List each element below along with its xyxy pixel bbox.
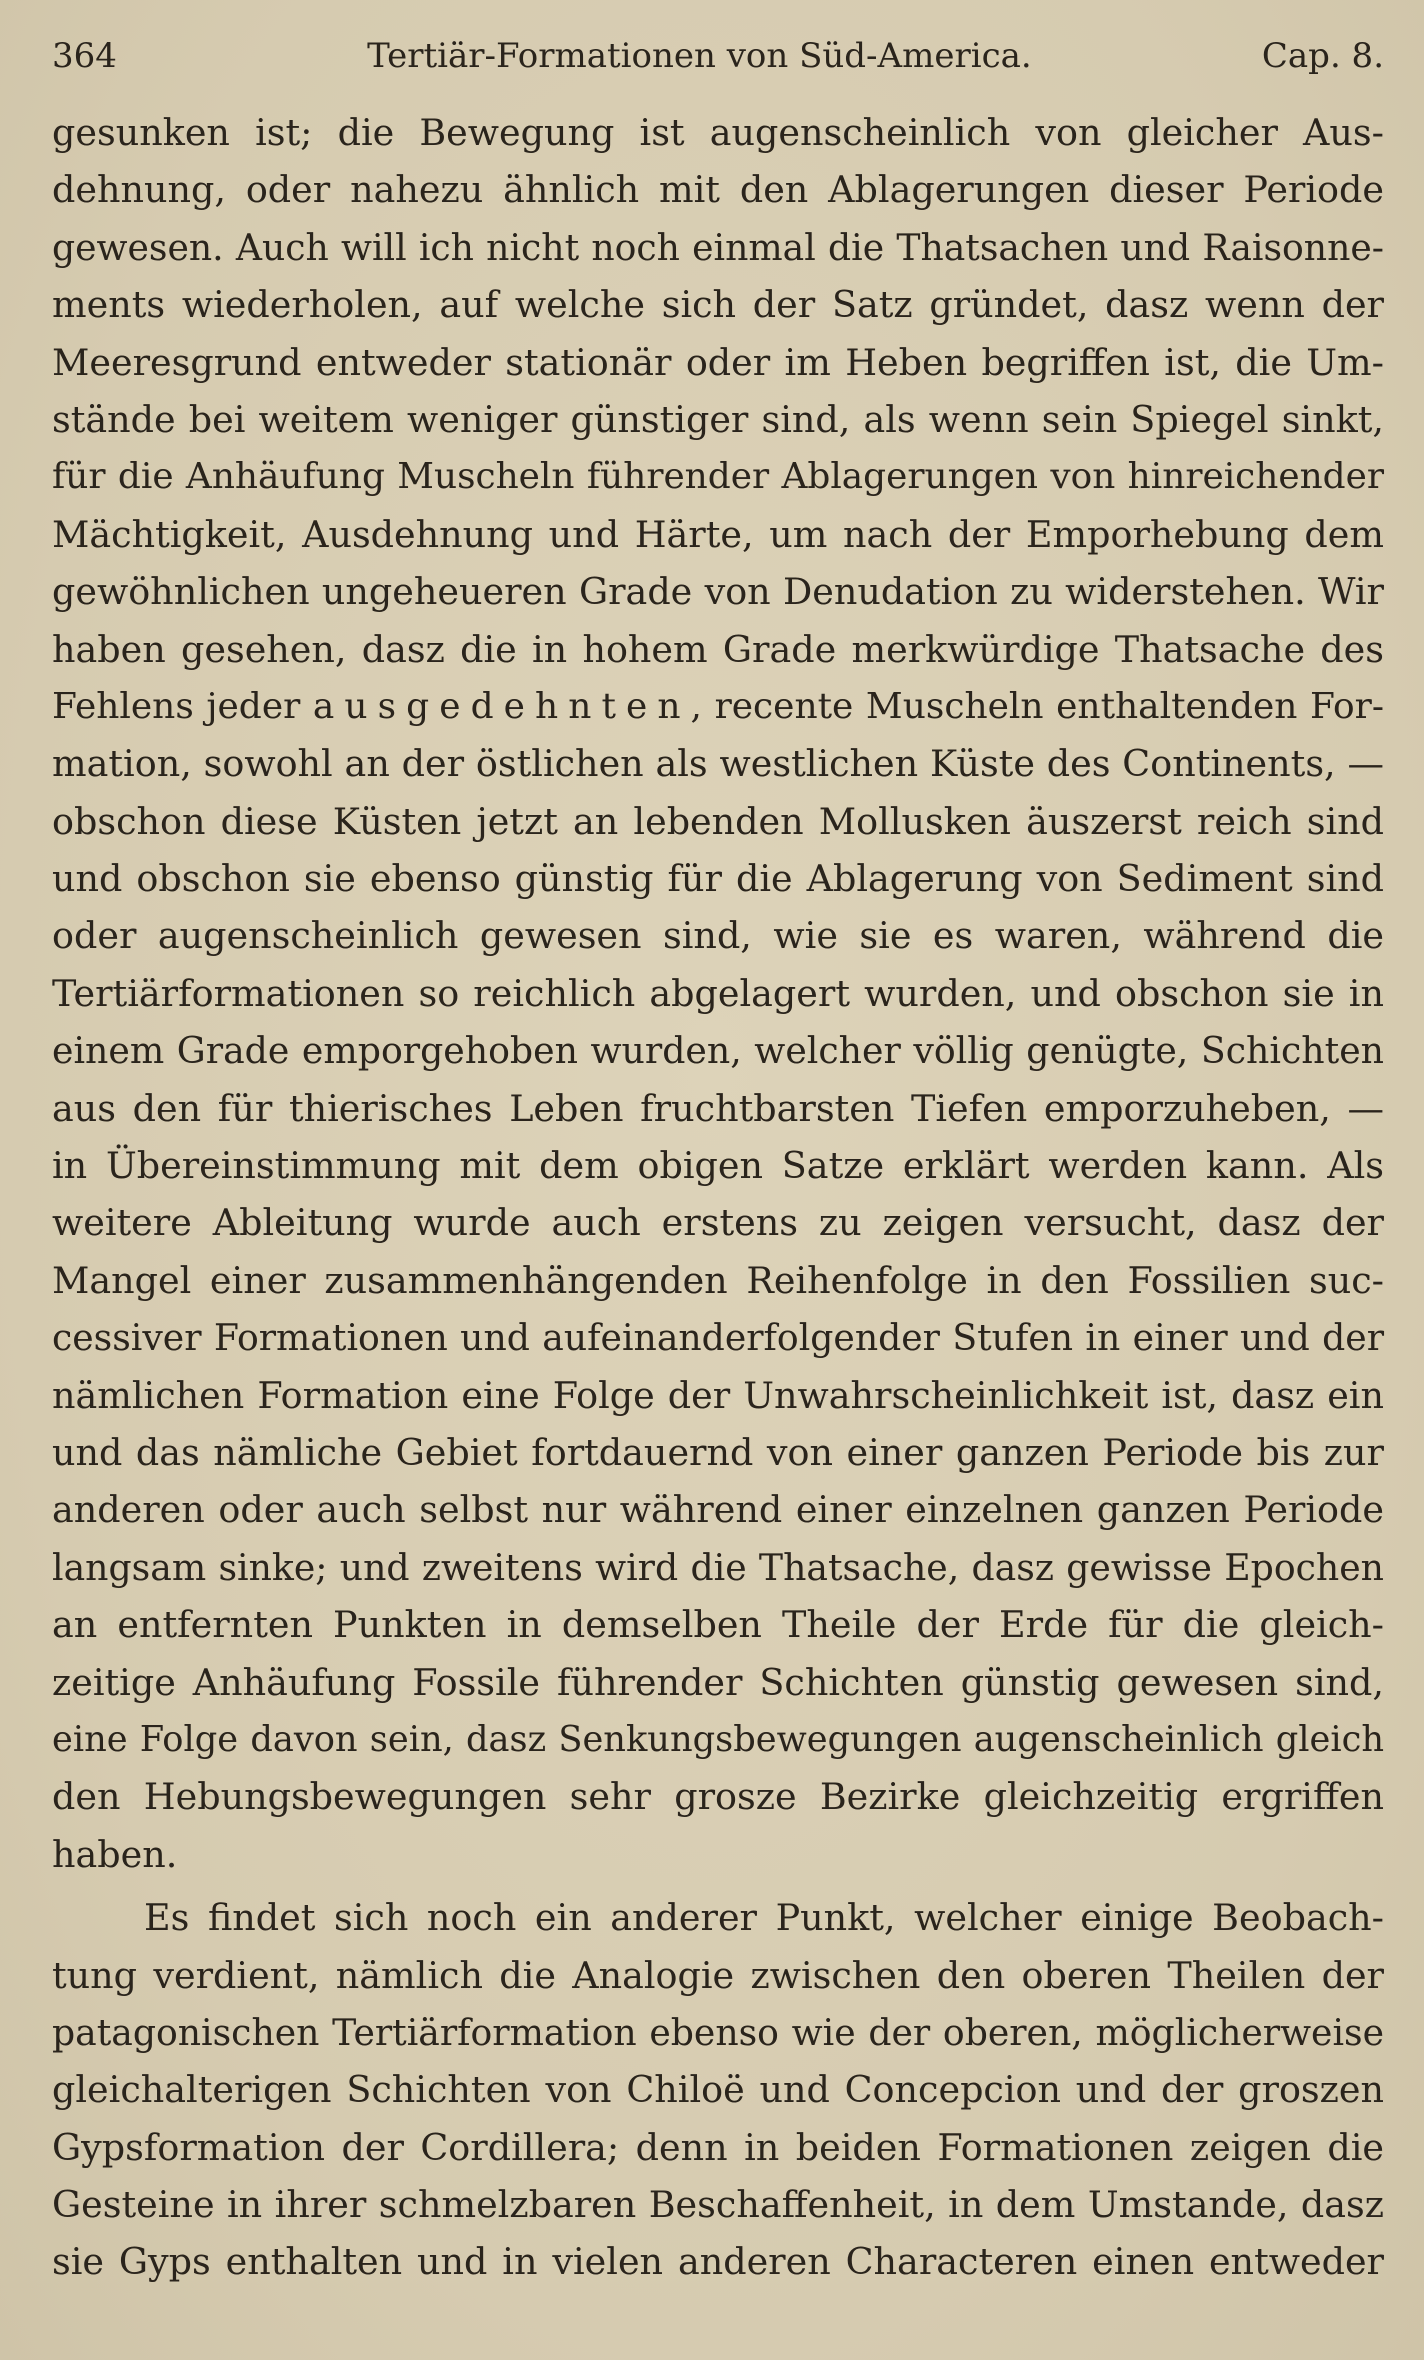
text-line: Gesteine in ihrer schmelzbaren Beschaffenheit, in dem Umstande, dasz: [52, 2183, 1384, 2227]
text-line: [52, 678, 1384, 735]
text-line: oder augenscheinlich gewesen sind, wie sie es waren, während die: [52, 914, 1384, 958]
text-line: haben gesehen, dasz die in hohem Grade merkwürdige Thatsache des: [52, 627, 1384, 671]
text-line: stände bei weitem weniger günstiger sind, als wenn sein Spiegel sinkt,: [52, 397, 1384, 441]
text-line: ments wiederholen, auf welche sich der Satz gründet, dasz wenn der: [52, 283, 1384, 327]
text-line: Es findet sich noch ein anderer Punkt, welcher einige Beobach-: [144, 1896, 1384, 1940]
text-line: sie Gyps enthalten und in vielen anderen Characteren einen entweder: [52, 2240, 1384, 2284]
text-line: an entfernten Punkten in demselben Theile der Erde für die gleich-: [52, 1603, 1384, 1647]
text-line: einem Grade emporgehoben wurden, welcher völlig genügte, Schichten: [52, 1029, 1384, 1073]
body-text: [52, 104, 1384, 2291]
text-line: anderen oder auch selbst nur während einer einzelnen ganzen Periode: [52, 1488, 1384, 1532]
running-title: Tertiär-Formationen von Süd-America.: [367, 36, 1032, 76]
text-line: eine Folge davon sein, dasz Senkungsbewegungen augenscheinlich gleich: [52, 1718, 1384, 1760]
paragraph-2: [52, 1889, 1384, 2291]
text-line: Gypsformation der Cordillera; denn in beiden Formationen zeigen die: [52, 2125, 1384, 2169]
text-line: haben.: [52, 1832, 178, 1876]
paragraph-1: [52, 104, 1384, 1883]
text-line: aus den für thierisches Leben fruchtbarsten Tiefen emporzuheben, —: [52, 1086, 1384, 1130]
chapter-label: Cap. 8.: [1261, 36, 1384, 76]
text-line: Mächtigkeit, Ausdehnung und Härte, um nach der Emporhebung dem: [52, 512, 1384, 556]
text-line: langsam sinke; und zweitens wird die Thatsache, dasz gewisse Epochen: [52, 1545, 1384, 1589]
page-number: 364: [52, 36, 117, 76]
text-line: den Hebungsbewegungen sehr grosze Bezirke gleichzeitig ergriffen: [52, 1775, 1384, 1819]
text-line: gesunken ist; die Bewegung ist augenscheinlich von gleicher Aus-: [52, 111, 1384, 154]
text-line: Meeresgrund entweder stationär oder im Heben begriffen ist, die Um-: [52, 340, 1384, 384]
text-line: in Übereinstimmung mit dem obigen Satze erklärt werden kann. Als: [52, 1144, 1384, 1188]
text-line: und obschon sie ebenso günstig für die Ablagerung von Sediment sind: [52, 857, 1384, 901]
text-line: obschon diese Küsten jetzt an lebenden Mollusken äuszerst reich sind: [52, 799, 1384, 843]
emphasized-word: ausgedehnten: [312, 685, 691, 727]
text-line: gleichalterigen Schichten von Chiloë und Concepcion und der groszen: [52, 2068, 1384, 2112]
text-line: Tertiärformationen so reichlich abgelagert wurden, und obschon sie in: [52, 971, 1384, 1015]
text-line: tung verdient, nämlich die Analogie zwischen den oberen Theilen der: [52, 1953, 1384, 1997]
text-line: nämlichen Formation eine Folge der Unwahrscheinlichkeit ist, dasz ein: [52, 1373, 1384, 1417]
text-segment: Fehlens jeder: [52, 685, 313, 727]
text-line: Mangel einer zusammenhängenden Reihenfolge in den Fossilien suc-: [52, 1258, 1384, 1302]
text-line: zeitige Anhäufung Fossile führender Schichten günstig gewesen sind,: [52, 1660, 1384, 1704]
text-line: für die Anhäufung Muscheln führender Ablagerungen von hinreichender: [52, 456, 1384, 498]
text-line: patagonischen Tertiärformation ebenso wie der oberen, möglicherweise: [52, 2010, 1384, 2054]
text-line: weitere Ableitung wurde auch erstens zu zeigen versucht, dasz der: [52, 1201, 1384, 1245]
text-line: gewöhnlichen ungeheueren Grade von Denudation zu widerstehen. Wir: [52, 570, 1384, 614]
text-line: dehnung, oder nahezu ähnlich mit den Ablagerungen dieser Periode: [52, 168, 1384, 212]
text-line: cessiver Formationen und aufeinanderfolgender Stufen in einer und der: [52, 1316, 1384, 1360]
text-segment: , recente Muscheln enthaltenden For-: [690, 685, 1384, 727]
text-line: mation, sowohl an der östlichen als westlichen Küste des Continents, —: [52, 742, 1384, 786]
text-line: und das nämliche Gebiet fortdauernd von einer ganzen Periode bis zur: [52, 1430, 1384, 1474]
text-line: gewesen. Auch will ich nicht noch einmal die Thatsachen und Raisonne-: [52, 225, 1384, 269]
running-header: [52, 32, 1384, 92]
